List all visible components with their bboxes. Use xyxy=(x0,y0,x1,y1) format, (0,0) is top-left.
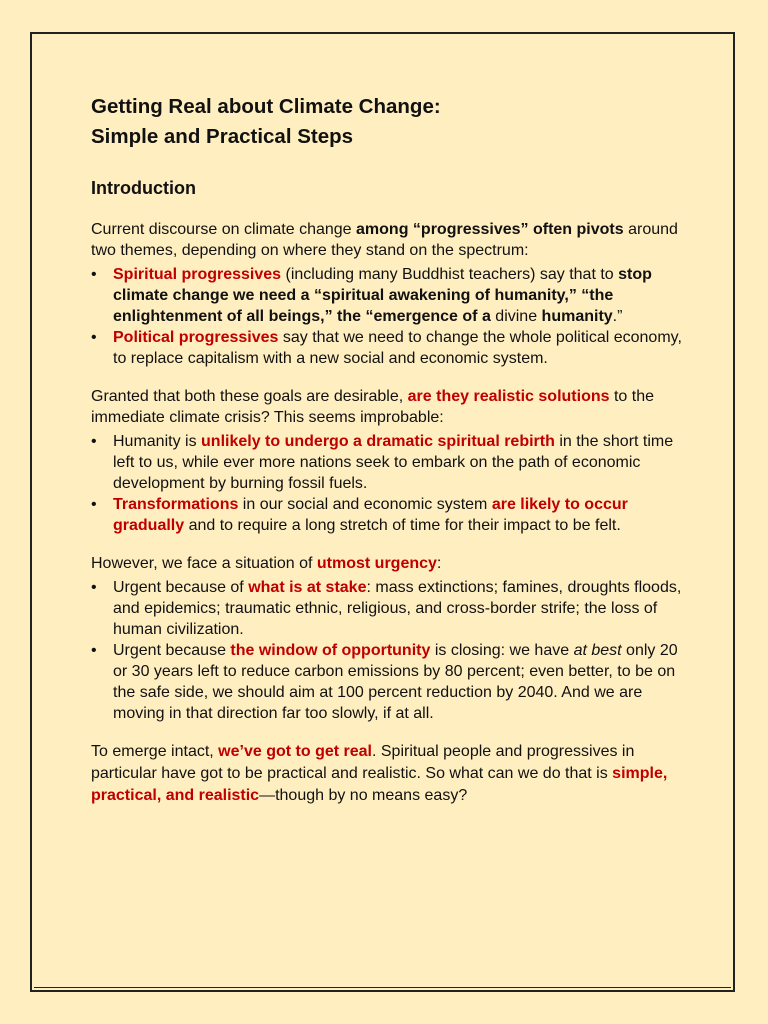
paragraph-4: To emerge intact, we’ve got to get real. Spiritual people and progressives in particular have got to be practical and realistic. So what can we do that is simple, practical, and realistic—though by no means easy? xyxy=(91,743,668,804)
bold-phrase: among “progressives” often pivots xyxy=(356,221,624,238)
highlight-phrase: unlikely to undergo a dramatic spiritual rebirth xyxy=(201,433,555,450)
list-improbable xyxy=(91,431,691,536)
title-line-1: Getting Real about Climate Change: xyxy=(91,95,441,118)
highlight-phrase: Transformations xyxy=(113,496,239,513)
highlight-phrase: simple, practical, and realistic xyxy=(91,765,668,804)
document-title xyxy=(91,92,691,152)
italic-phrase: at best xyxy=(573,642,622,659)
highlight-phrase: are they realistic solutions xyxy=(407,388,610,405)
highlight-phrase: Spiritual progressives xyxy=(113,266,282,283)
section-heading: Introduction xyxy=(91,178,196,198)
list-item: • Political progressives say that we need to change the whole political economy, to replace capitalism with a new social and economic system. xyxy=(91,327,691,369)
paragraph-1: Current discourse on climate change among “progressives” often pivots around two themes, depending on where they stand on the spectrum: xyxy=(91,221,678,259)
list-urgency xyxy=(91,577,691,724)
document-body xyxy=(91,92,691,807)
highlight-phrase: are likely to occur gradually xyxy=(113,496,628,534)
highlight-phrase: utmost urgency xyxy=(316,555,437,572)
highlight-phrase: what is at stake xyxy=(248,579,367,596)
paragraph-2: Granted that both these goals are desirable, are they realistic solutions to the immediate climate crisis? This seems improbable: xyxy=(91,388,654,426)
list-item: • Urgent because the window of opportunity is closing: we have at best only 20 or 30 years left to reduce carbon emissions by 80 percent; even better, to be on the safe side, we should aim at 100 percent reduction by 2040. And we are moving in that direction far too slowly, if at all. xyxy=(91,640,691,724)
list-item: • Spiritual progressives (including many Buddhist teachers) say that to stop climate change we need a “spiritual awakening of humanity,” “the enlightenment of all beings,” the “emergence of a divine humanity.” xyxy=(91,264,691,327)
list-item: • Humanity is unlikely to undergo a dramatic spiritual rebirth in the short time left to us, while ever more nations seek to embark on the path of economic development by burning fossil fuels. xyxy=(91,431,691,494)
title-line-2: Simple and Practical Steps xyxy=(91,125,354,148)
list-progressives xyxy=(91,264,691,369)
list-item: • Urgent because of what is at stake: mass extinctions; famines, droughts floods, and epidemics; traumatic ethnic, religious, and cross-border strife; the loss of human civilization. xyxy=(91,577,691,640)
paragraph-3: However, we face a situation of utmost urgency: xyxy=(91,555,442,572)
highlight-phrase: we’ve got to get real xyxy=(218,743,372,760)
highlight-phrase: Political progressives xyxy=(113,329,279,346)
highlight-phrase: the window of opportunity xyxy=(230,642,431,659)
list-item: • Transformations in our social and economic system are likely to occur gradually and to require a long stretch of time for their impact to be felt. xyxy=(91,494,691,536)
